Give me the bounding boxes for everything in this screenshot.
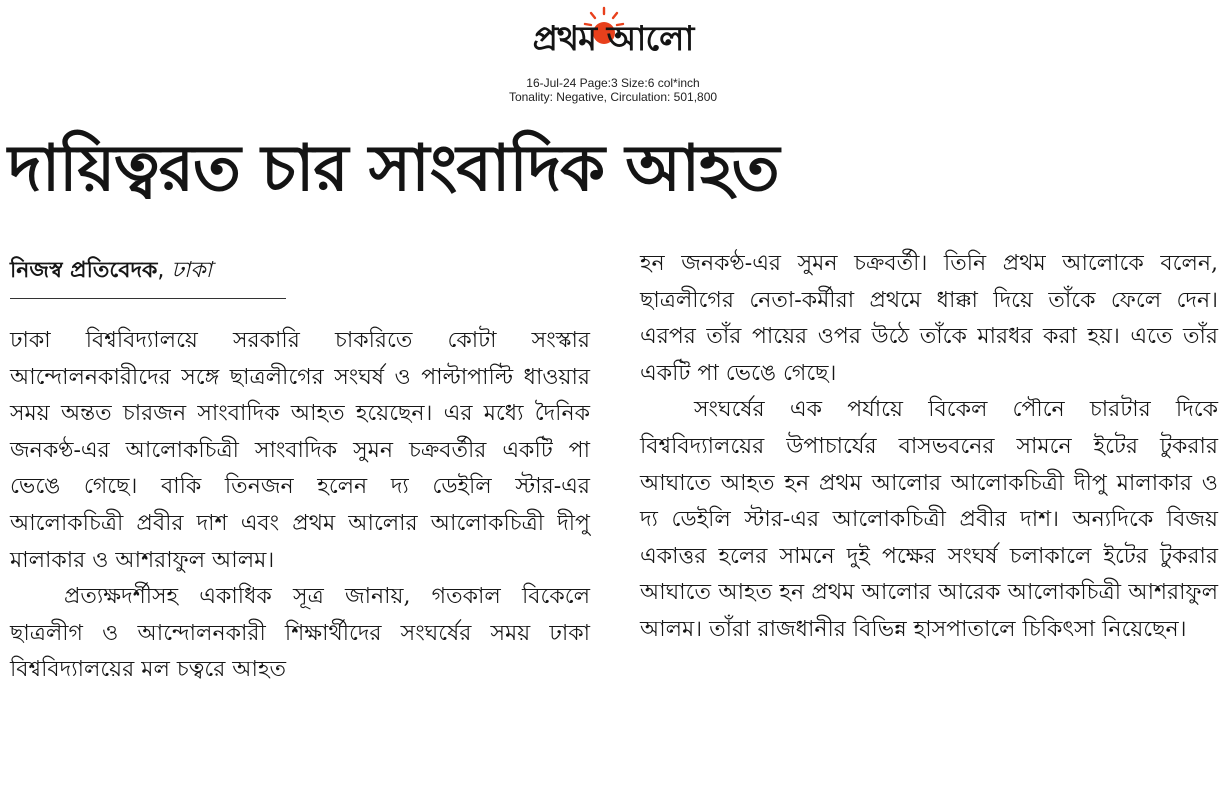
byline (10, 254, 590, 288)
article-headline: দায়িত্বরত চার সাংবাদিক আহত (8, 132, 779, 206)
byline-reporter: নিজস্ব প্রতিবেদক (10, 258, 158, 283)
byline-place: ঢাকা (171, 258, 213, 283)
article-column-left (10, 246, 590, 689)
article-paragraph: প্রত্যক্ষদর্শীসহ একাধিক সূত্র জানায়, গতকাল বিকেলে ছাত্রলীগ ও আন্দোলনকারী শিক্ষার্থীদের সংঘর্ষের সময় ঢাকা বিশ্ববিদ্যালয়ের মল চত্বরে আহত (10, 584, 590, 683)
masthead (0, 4, 1226, 108)
byline-separator: , (157, 258, 172, 283)
article-paragraph: সংঘর্ষের এক পর্যায়ে বিকেল পৌনে চারটার দিকে বিশ্ববিদ্যালয়ের উপাচার্যের বাসভবনের সামনে ইটের টুকরার আঘাতে আহত হন প্রথম আলোর আলোকচিত্রী দীপু মালাকার ও দ্য ডেইলি স্টার-এর আলোকচিত্রী প্রবীর দাশ। অন্যদিকে বিজয় একাত্তর হলের সামনে দুই পক্ষের সংঘর্ষ চলাকালে ইটের টুকরার আঘাতে আহত হন প্রথম আলোর আরেক আলোকচিত্রী আশরাফুল আলম। তাঁরা রাজধানীর বিভিন্ন হাসপাতালে চিকিৎসা নিয়েছেন। (640, 397, 1218, 642)
article-paragraph: হন জনকণ্ঠ-এর সুমন চক্রবর্তী। তিনি প্রথম আলোকে বলেন, ছাত্রলীগের নেতা-কর্মীরা প্রথমে ধাক্কা দিয়ে তাঁকে ফেলে দেন। এরপর তাঁর পায়ের ওপর উঠে তাঁকে মারধর করা হয়। এতে তাঁর একটি পা ভেঙে গেছে। (640, 251, 1218, 386)
article-column-right (640, 246, 1218, 649)
article-paragraph: ঢাকা বিশ্ববিদ্যালয়ে সরকারি চাকরিতে কোটা সংস্কার আন্দোলনকারীদের সঙ্গে ছাত্রলীগের সংঘর্ষ ও পাল্টাপাল্টি ধাওয়ার সময় অন্তত চারজন সাংবাদিক আহত হয়েছেন। এর মধ্যে দৈনিক জনকণ্ঠ-এর আলোকচিত্রী সাংবাদিক সুমন চক্রবর্তীর একটি পা ভেঙে গেছে। বাকি তিনজন হলেন দ্য ডেইলি স্টার-এর আলোকচিত্রী প্রবীর দাশ এবং প্রথম আলোর আলোকচিত্রী দীপু মালাকার ও আশরাফুল আলম। (10, 328, 590, 573)
newspaper-logo (473, 4, 753, 76)
clipping-meta-date-page: 16-Jul-24 Page:3 Size:6 col*inch (526, 76, 700, 90)
clipping-meta-tonality: Tonality: Negative, Circulation: 501,800 (508, 90, 718, 104)
logo-wordmark: প্রথম আলো (532, 19, 694, 59)
byline-rule (10, 298, 286, 299)
